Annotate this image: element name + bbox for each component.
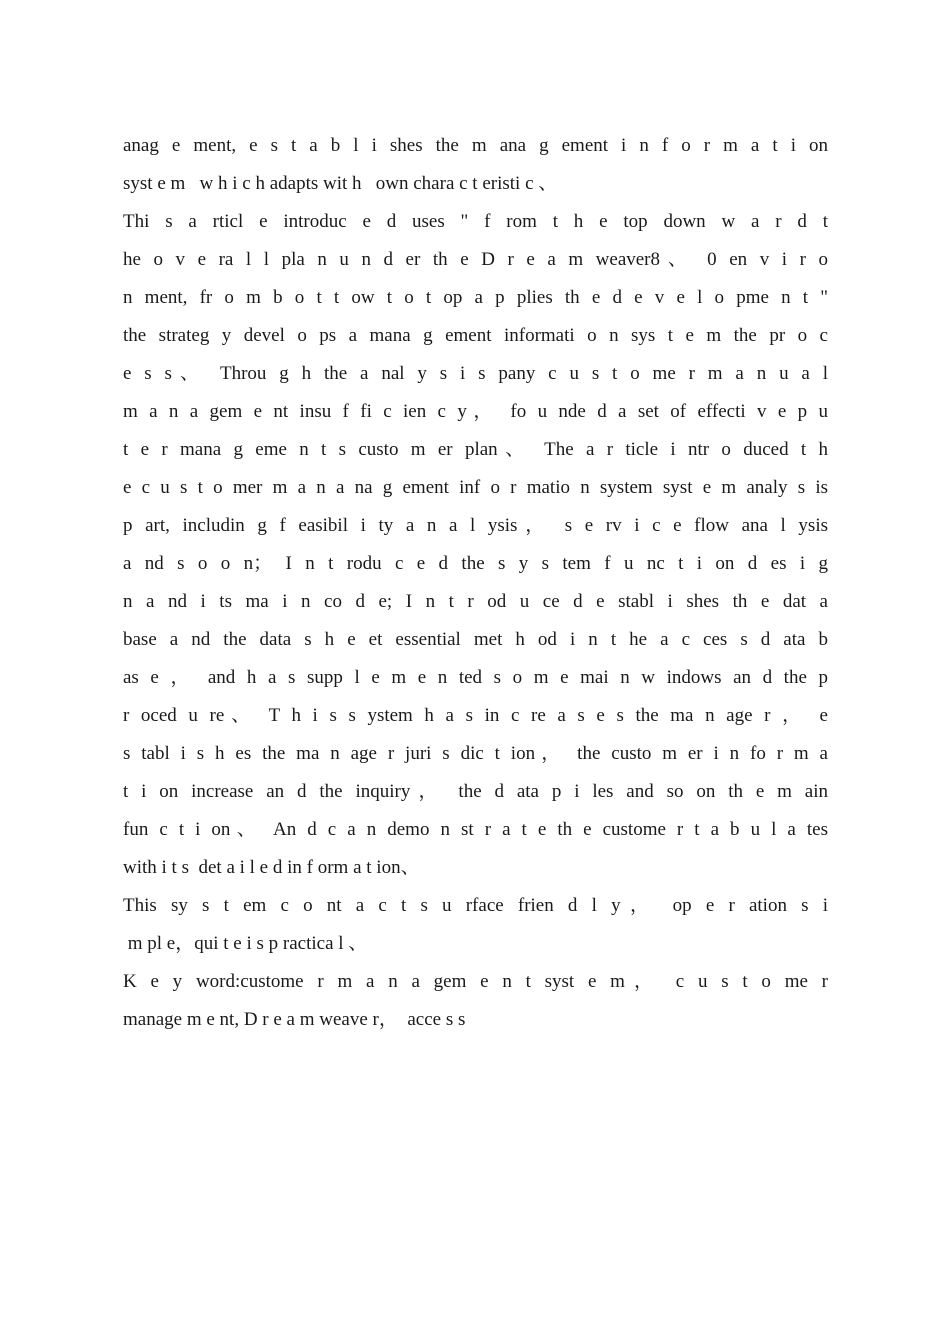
text-line: with i t s det a i l e d in f orm a t ion、 [123,857,420,878]
text-line: t i on increase an d the inquiry， the d ata p i les and so on th e m ain [123,781,828,802]
text-line: base a nd the data s h e et essential met h od i n t he a c ces s d ata b [123,629,828,650]
text-line: anag e ment, e s t a b l i shes the m ana g ement i n f o r m a t i on [123,135,828,156]
text-line: e c u s t o mer m a n a na g ement inf o r matio n system syst e m analy s is [123,477,828,498]
text-line: syst e m w h i c h adapts wit h own chara c t eristi c 、 [123,173,558,194]
text-line: a nd s o o n； I n t rodu c e d the s y s tem f u nc t i on d es i g [123,553,828,574]
text-line: r oced u re、 T h i s s ystem h a s in c re a s e s the ma n age r ， e [123,705,828,726]
text-line: the strateg y devel o ps a mana g ement informati o n sys t e m the pr o c [123,325,828,346]
text-line: t e r mana g eme n t s custo m er plan、 The a r ticle i ntr o duced t h [123,439,828,460]
text-line: This sy s t em c o nt a c t s u rface frien d l y， op e r ation s i [123,895,828,916]
text-line: p art, includin g f easibil i ty a n a l ysis， s e rv i c e flow ana l ysis [123,515,828,536]
text-line: m pl e，qui t e i s p ractica l 、 [123,933,368,954]
text-line: as e ， and h a s supp l e m e n ted s o m e mai n w indows an d the p [123,667,828,688]
keywords-line: K e y word:custome r m a n a gem e n t syst e m， c u s t o me r [123,971,828,992]
text-line: Thi s a rticl e introduc e d uses " f rom t h e top down w a r d t [123,211,828,232]
text-line: m a n a gem e nt insu f fi c ien c y， fo u nde d a set of effecti v e p u [123,401,828,422]
text-line: he o v e ra l l pla n u n d er th e D r e a m weaver8、 0 en v i r o [123,249,828,270]
text-line: n a nd i ts ma i n co d e; I n t r od u ce d e stabl i shes th e dat a [123,591,828,612]
text-line: fun c t i on、 An d c a n demo n st r a t e th e custome r t a b u l a tes [123,819,828,840]
text-line: e s s、 Throu g h the a nal y s i s pany c u s t o me r m a n u a l [123,363,828,384]
keywords-line: manage m e nt, D r e a m weave r， acce s s [123,1009,466,1030]
abstract-body [123,127,828,1039]
text-line: n ment, fr o m b o t t ow t o t op a p plies th e d e v e l o pme n t " [123,287,828,308]
text-line: s tabl i s h es the ma n age r juri s dic t ion， the custo m er i n fo r m a [123,743,828,764]
